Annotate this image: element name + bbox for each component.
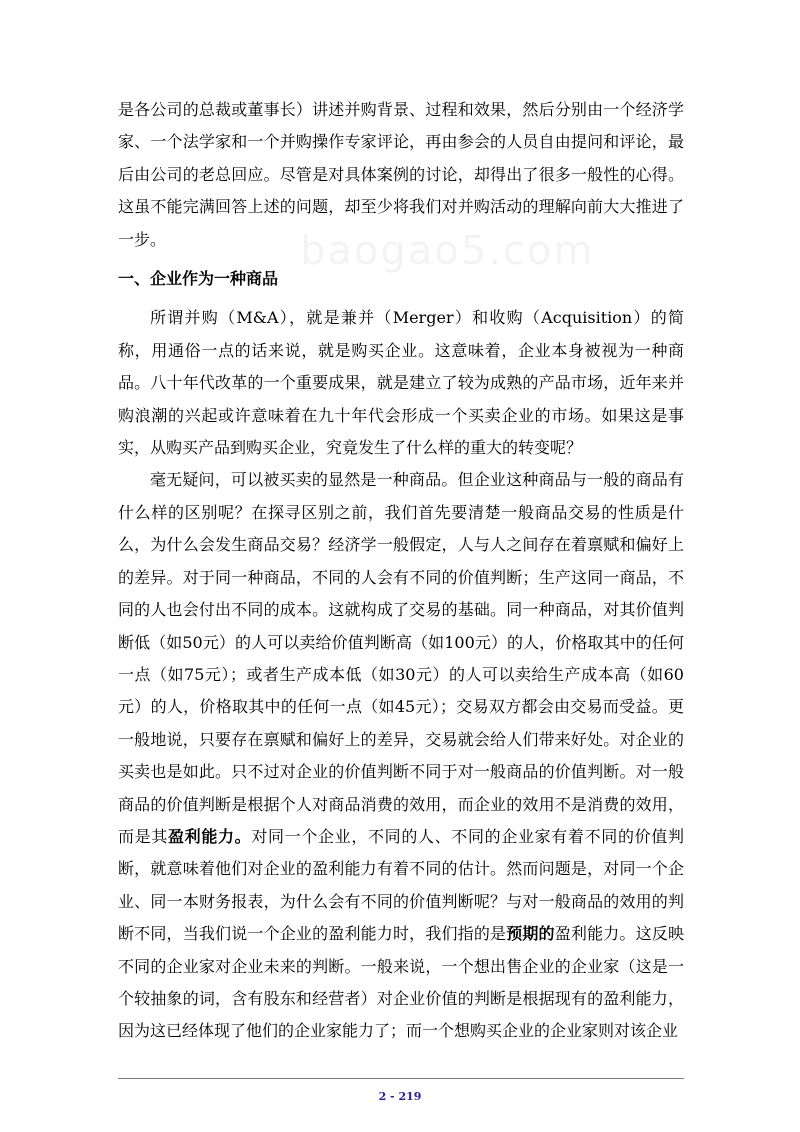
section-heading: 一、企业作为一种商品: [118, 269, 279, 289]
bold-phrase-profitability: 盈利能力。: [168, 826, 252, 846]
paragraph-text-segment: 对同一个企业，不同的人、不同的企业家有着不同的价值判断，就意味着他们对企业的盈利能力有着不同的估计。然而问题是，对同一个企业、同一本财务报表，为什么会有不同的价值判断呢？与对一般商品的效用的判断不同，当我们说一个企业的盈利能力时，我们指的是: [118, 826, 684, 944]
footer-divider: [118, 1078, 684, 1079]
body-paragraph-commodity-trade: [118, 464, 684, 1047]
bold-phrase-expected: 预期的: [506, 924, 555, 944]
intro-paragraph: 是各公司的总裁或董事长）讲述并购背景、过程和效果，然后分别由一个经济学家、一个法学家和一个并购操作专家评论，再由参会的人员自由提问和评论，最后由公司的老总回应。尽管是对具体案例的讨论，却得出了很多一般性的心得。这虽不能完满回答上述的问题，却至少将我们对并购活动的理解向前大大推进了一步。: [118, 100, 684, 249]
document-body: [118, 94, 684, 1048]
paragraph-text-segment: 盈利能力。这反映不同的企业家对企业未来的判断。一般来说，一个想出售企业的企业家（这是一个较抽象的词，含有股东和经营者）对企业价值的判断是根据现有的盈利能力，因为这已经体现了他们的企业家能力了；而一个想购买企业的企业家则对该企业: [118, 924, 684, 1041]
page-number: 2 - 219: [378, 1090, 422, 1103]
paragraph-text-segment: 毫无疑问，可以被买卖的显然是一种商品。但企业这种商品与一般的商品有什么样的区别呢？在探寻区别之前，我们首先要清楚一般商品交易的性质是什么，为什么会发生商品交易？经济学一般假定，人与人之间存在着禀赋和偏好上的差异。对于同一种商品，不同的人会有不同的价值判断；生产这同一商品，不同的人也会付出不同的成本。这就构成了交易的基础。同一种商品，对其价值判断低（如50元）的人可以卖给价值判断高（如100元）的人，价格取其中的任何一点（如75元）；或者生产成本低（如30元）的人可以卖给生产成本高（如60元）的人，价格取其中的任何一点（如45元）；交易双方都会由交易而受益。更一般地说，只要存在禀赋和偏好上的差异，交易就会给人们带来好处。对企业的买卖也是如此。只不过对企业的价值判断不同于对一般商品的价值判断。对一般商品的价值判断是根据个人对商品消费的效用，而企业的效用不是消费的效用，而是其: [118, 470, 684, 846]
body-paragraph-ma-definition: 所谓并购（M&A），就是兼并（Merger）和收购（Acquisition）的简称，用通俗一点的话来说，就是购买企业。这意味着，企业本身被视为一种商品。八十年代改革的一个重要成果，就是建立了较为成熟的产品市场，近年来并购浪潮的兴起或许意味着在九十年代会形成一个买卖企业的市场。如果这是事实，从购买产品到购买企业，究竟发生了什么样的重大的转变呢？: [118, 308, 684, 458]
